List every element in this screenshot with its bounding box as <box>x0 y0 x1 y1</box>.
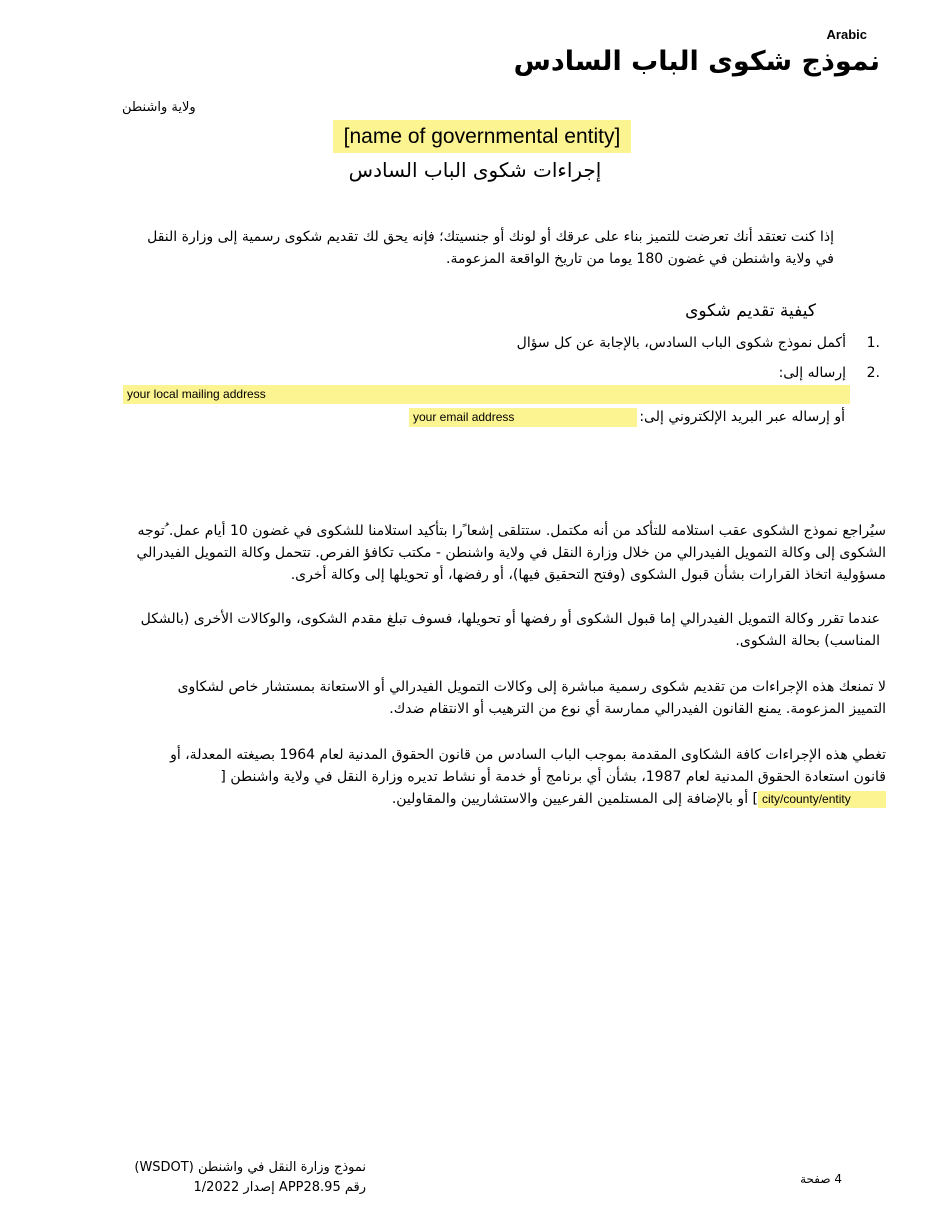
rights-paragraph: لا تمنعك هذه الإجراءات من تقديم شكوى رسمية مباشرة إلى وكالات التمويل الفيدرالي أو الاستعانة بمستشار خاص لشكاوى التمييز المزعومة. يمنع القانون الفيدرالي ممارسة أي نوع من الترهيب أو الانتقام ضدك. <box>177 679 886 717</box>
step-text: إرساله إلى: <box>778 365 846 381</box>
email-address-field[interactable]: your email address <box>409 408 637 427</box>
procedure-title: إجراءات شكوى الباب السادس <box>348 158 602 182</box>
coverage-text-end: ] أو بالإضافة إلى المستلمين الفرعيين والاستشاريين والمقاولين. <box>391 791 758 807</box>
state-name: ولاية واشنطن <box>122 100 196 115</box>
step-1 <box>517 332 880 354</box>
mailing-address-field[interactable]: your local mailing address <box>123 385 850 404</box>
step-number: .2 <box>866 365 880 381</box>
step-number: .1 <box>866 335 880 351</box>
coverage-paragraph <box>134 744 886 810</box>
entity-name-field[interactable]: [name of governmental entity] <box>333 120 631 153</box>
step-text: أكمل نموذج شكوى الباب السادس، بالإجابة عن كل سؤال <box>516 335 846 351</box>
language-tag: Arabic <box>826 27 867 42</box>
footer-form-line-1: نموذج وزارة النقل في واشنطن (WSDOT) <box>134 1160 366 1175</box>
footer-form-line-2: رقم APP28.95 إصدار 1/2022 <box>193 1180 366 1195</box>
document-title: نموذج شكوى الباب السادس <box>513 46 880 77</box>
step-2 <box>779 362 880 384</box>
review-paragraph: سيُراجع نموذج الشكوى عقب استلامه للتأكد من أنه مكتمل. ستتلقى إشعا ًرا بتأكيد استلامنا للشكوى في غضون 10 أيام عمل. ُتوجه الشكوى إلى وكالة التمويل الفيدرالي من خلال وزارة النقل في ولاية واشنطن - مكتب تكافؤ الفرص. تتحمل وكالة التمويل الفيدرالي مسؤولية اتخاذ القرارات بشأن قبول الشكوى (وفتح التحقيق فيها)، أو رفضها، أو تحويلها إلى وكالة أخرى. <box>136 523 886 583</box>
decision-paragraph: عندما تقرر وكالة التمويل الفيدرالي إما قبول الشكوى أو رفضها أو تحويلها، فسوف تبلغ مقدم الشكوى، والوكالات الأخرى (بالشكل المناسب) بحالة الشكوى. <box>140 611 880 649</box>
footer-form-info <box>134 1158 366 1198</box>
email-instruction: أو إرساله عبر البريد الإلكتروني إلى: <box>639 409 845 425</box>
page-number: 4 صفحة <box>800 1172 842 1186</box>
intro-paragraph: إذا كنت تعتقد أنك تعرضت للتميز بناء على عرقك أو لونك أو جنسيتك؛ فإنه يحق لك تقديم شكوى رسمية إلى وزارة النقل في ولاية واشنطن في غضون 180 يوما من تاريخ الواقعة المزعومة. <box>147 229 834 267</box>
coverage-text-start: تغطي هذه الإجراءات كافة الشكاوى المقدمة بموجب الباب السادس من قانون الحقوق المدنية لعام 1964 بصيغته المعدلة، أو قانون استعادة الحقوق المدنية لعام 1987، بشأن أي برنامج أو خدمة أو نشاط تديره وزارة النقل في ولاية واشنطن [ <box>170 747 886 785</box>
city-county-entity-field[interactable]: city/county/entity <box>758 791 886 808</box>
how-to-heading: كيفية تقديم شكوى <box>685 301 816 321</box>
